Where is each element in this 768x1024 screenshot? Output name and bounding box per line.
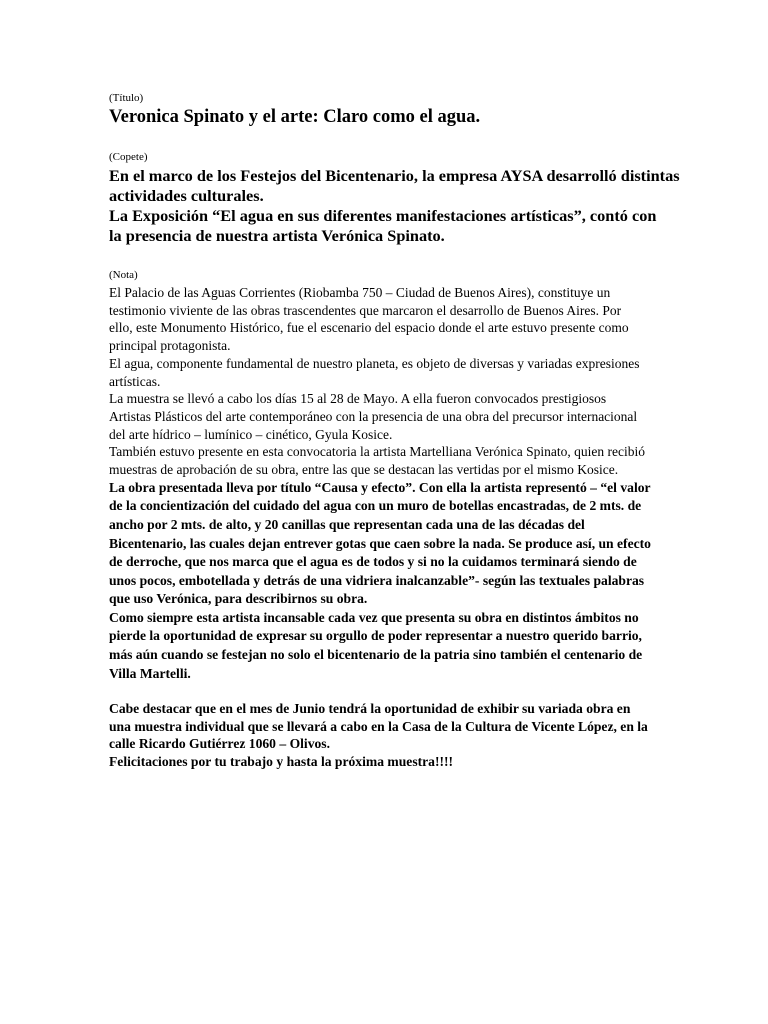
copete-line: La Exposición “El agua en sus diferentes manifestaciones artísticas”, contó con (109, 206, 657, 225)
nota-line: ello, este Monumento Histórico, fue el escenario del espacio donde el arte estuvo presente como (109, 320, 629, 336)
closing-line: Cabe destacar que en el mes de Junio tendrá la oportunidad de exhibir su variada obra en (109, 701, 631, 717)
nota-line: del arte hídrico – lumínico – cinético, Gyula Kosice. (109, 426, 393, 442)
closing-line: calle Ricardo Gutiérrez 1060 – Olivos. (109, 736, 330, 752)
nota-bold-line: que uso Verónica, para describirnos su obra. (109, 591, 368, 607)
copete-block (109, 166, 731, 246)
nota-line: La muestra se llevó a cabo los días 15 al 28 de Mayo. A ella fueron convocados prestigiosos (109, 391, 607, 407)
nota-line: muestras de aprobación de su obra, entre las que se destacan las vertidas por el mismo Kosice. (109, 462, 619, 478)
nota-line: Artistas Plásticos del arte contemporáneo con la presencia de una obra del precursor internacional (109, 408, 638, 424)
nota-bold-line: Villa Martelli. (109, 665, 191, 681)
nota-line: testimonio viviente de las obras trascendentes que marcaron el desarrollo de Buenos Aires. Por (109, 302, 622, 318)
nota-bold-line: de derroche, que nos marca que el agua es de todos y si no la cuidamos terminará siendo de (109, 554, 637, 570)
nota-bold-line: ancho por 2 mts. de alto, y 20 canillas que representan cada una de las décadas del (109, 516, 585, 532)
copete-line: actividades culturales. (109, 186, 264, 205)
closing-line: Felicitaciones por tu trabajo y hasta la próxima muestra!!!! (109, 753, 454, 769)
nota-bold-line: de la concientización del cuidado del agua con un muro de botellas encastradas, de 2 mts. de (109, 498, 642, 514)
copete-label: (Copete) (109, 151, 148, 163)
nota-bold-line: Como siempre esta artista incansable cada vez que presenta su obra en distintos ámbitos no (109, 609, 639, 625)
titulo-label: (Título) (109, 92, 144, 104)
paragraph-gap (109, 683, 731, 700)
nota-line: artísticas. (109, 373, 161, 389)
copete-line: la presencia de nuestra artista Verónica Spinato. (109, 226, 445, 245)
nota-label: (Nota) (109, 269, 138, 281)
nota-line: principal protagonista. (109, 338, 231, 354)
nota-line: También estuvo presente en esta convocatoria la artista Martelliana Verónica Spinato, quien recibió (109, 444, 645, 460)
article-title: Veronica Spinato y el arte: Claro como el agua. (109, 107, 481, 127)
nota-bold-line: Bicentenario, las cuales dejan entrever gotas que caen sobre la nada. Se produce así, un efecto (109, 535, 651, 551)
nota-bold-line: pierde la oportunidad de expresar su orgullo de poder representar a nuestro querido barrio, (109, 628, 642, 644)
nota-line: El agua, componente fundamental de nuestro planeta, es objeto de diversas y variadas expresiones (109, 355, 640, 371)
nota-block (109, 284, 731, 770)
nota-bold-line: La obra presentada lleva por título “Causa y efecto”. Con ella la artista representó – “el valor (109, 479, 651, 495)
nota-bold-line: unos pocos, embotellada y detrás de una vidriera inalcanzable”- según las textuales palabras (109, 572, 645, 588)
copete-line: En el marco de los Festejos del Bicentenario, la empresa AYSA desarrolló distintas (109, 166, 680, 185)
document-body (109, 92, 731, 770)
nota-bold-line: más aún cuando se festejan no solo el bicentenario de la patria sino también el centenario de (109, 647, 643, 663)
closing-line: una muestra individual que se llevará a cabo en la Casa de la Cultura de Vicente López, en la (109, 718, 648, 734)
nota-line: El Palacio de las Aguas Corrientes (Riobamba 750 – Ciudad de Buenos Aires), constituye un (109, 285, 611, 300)
